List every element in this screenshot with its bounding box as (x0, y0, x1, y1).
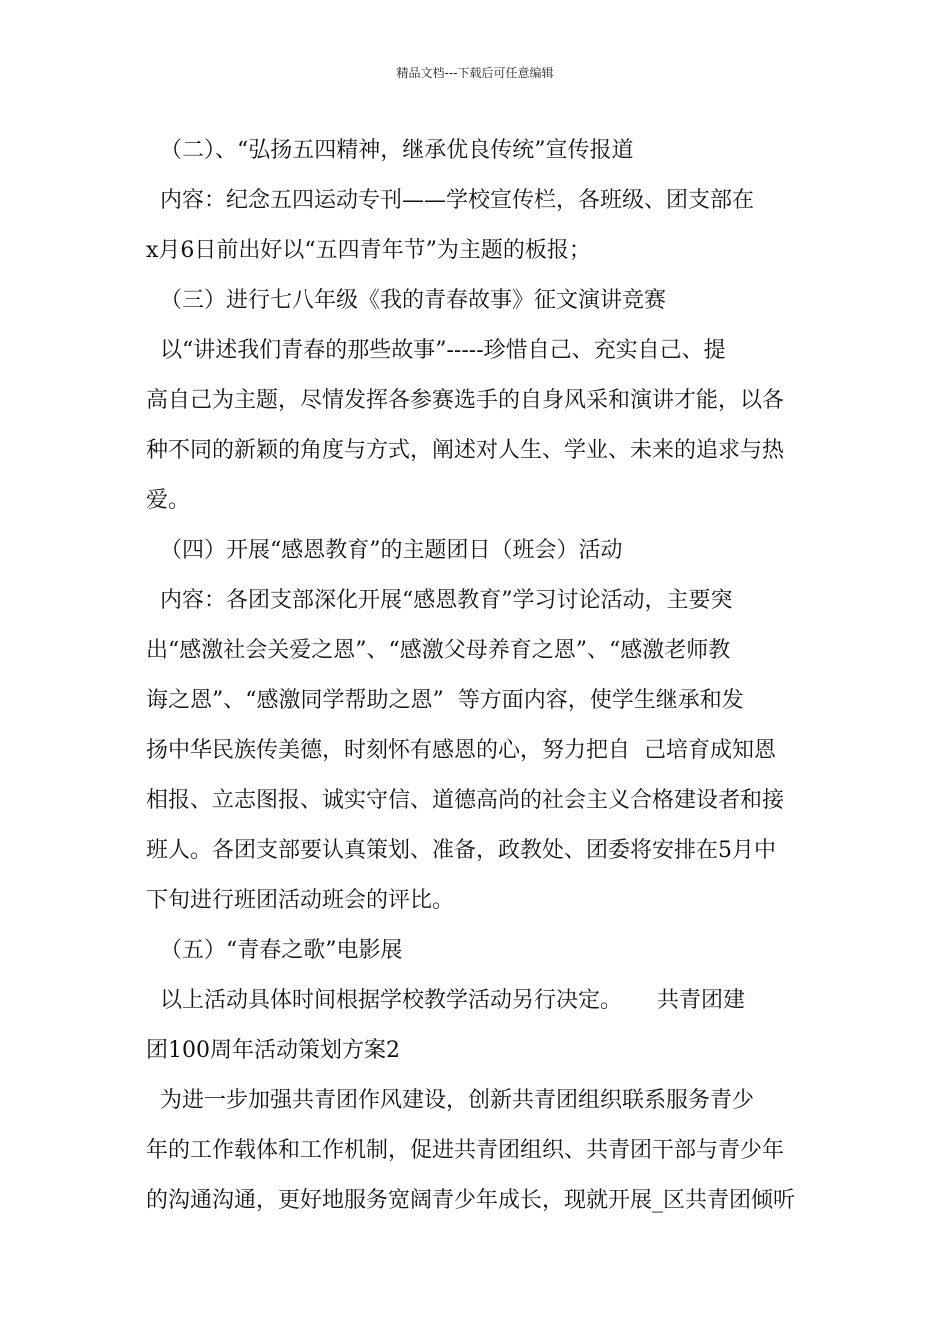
text-line: 以上活动具体时间根据学校教学活动另行决定。 共青团建 (146, 988, 745, 1013)
text-line: 下旬进行班团活动班会的评比。 (146, 888, 455, 913)
text-line: x月6日前出好以“五四青年节”为主题的板报； (146, 238, 591, 263)
text-line: 班人。各团支部要认真策划、准备，政教处、团委将安排在5月中 (146, 838, 776, 863)
text-line: 以“讲述我们青春的那些故事”-----珍惜自己、充实自己、提 (146, 338, 726, 363)
text-line: 高自己为主题，尽情发挥各参赛选手的自身风采和演讲才能，以各 (146, 388, 785, 413)
text-line: 内容：各团支部深化开展“感恩教育”学习讨论活动，主要突 (146, 588, 733, 613)
text-line: （二）、“弘扬五四精神，继承优良传统”宣传报道 (146, 138, 634, 163)
text-line: 诲之恩”、“感激同学帮助之恩” 等方面内容，使学生继承和发 (146, 688, 744, 713)
text-line: （三）进行七八年级《我的青春故事》征文演讲竞赛 (146, 288, 666, 313)
text-line: 为进一步加强共青团作风建设，创新共青团组织联系服务青少 (146, 1088, 754, 1113)
text-line: （四）开展“感恩教育”的主题团日（班会）活动 (146, 538, 623, 563)
text-line: 年的工作载体和工作机制，促进共青团组织、共青团干部与青少年 (146, 1138, 785, 1163)
text-line: 团100周年活动策划方案2 (146, 1038, 400, 1063)
text-line: 扬中华民族传美德，时刻怀有感恩的心，努力把自 己培育成知恩 (146, 738, 776, 763)
text-line: 爱。 (146, 488, 191, 513)
page-header: 精品文档---下载后可任意编辑 (396, 66, 554, 80)
text-line: 出“感激社会关爱之恩”、“感激父母养育之恩”、“感激老师教 (146, 638, 731, 663)
text-line: 的沟通沟通，更好地服务宽阔青少年成长，现就开展_区共青团倾听 (146, 1188, 796, 1213)
document-body (146, 126, 806, 1226)
text-line: （五）“青春之歌”电影展 (146, 938, 403, 963)
text-line: 相报、立志图报、诚实守信、道德高尚的社会主义合格建设者和接 (146, 788, 785, 813)
text-line: 内容：纪念五四运动专刊——学校宣传栏，各班级、团支部在 (146, 188, 754, 213)
text-line: 种不同的新颖的角度与方式，阐述对人生、学业、未来的追求与热 (146, 438, 785, 463)
